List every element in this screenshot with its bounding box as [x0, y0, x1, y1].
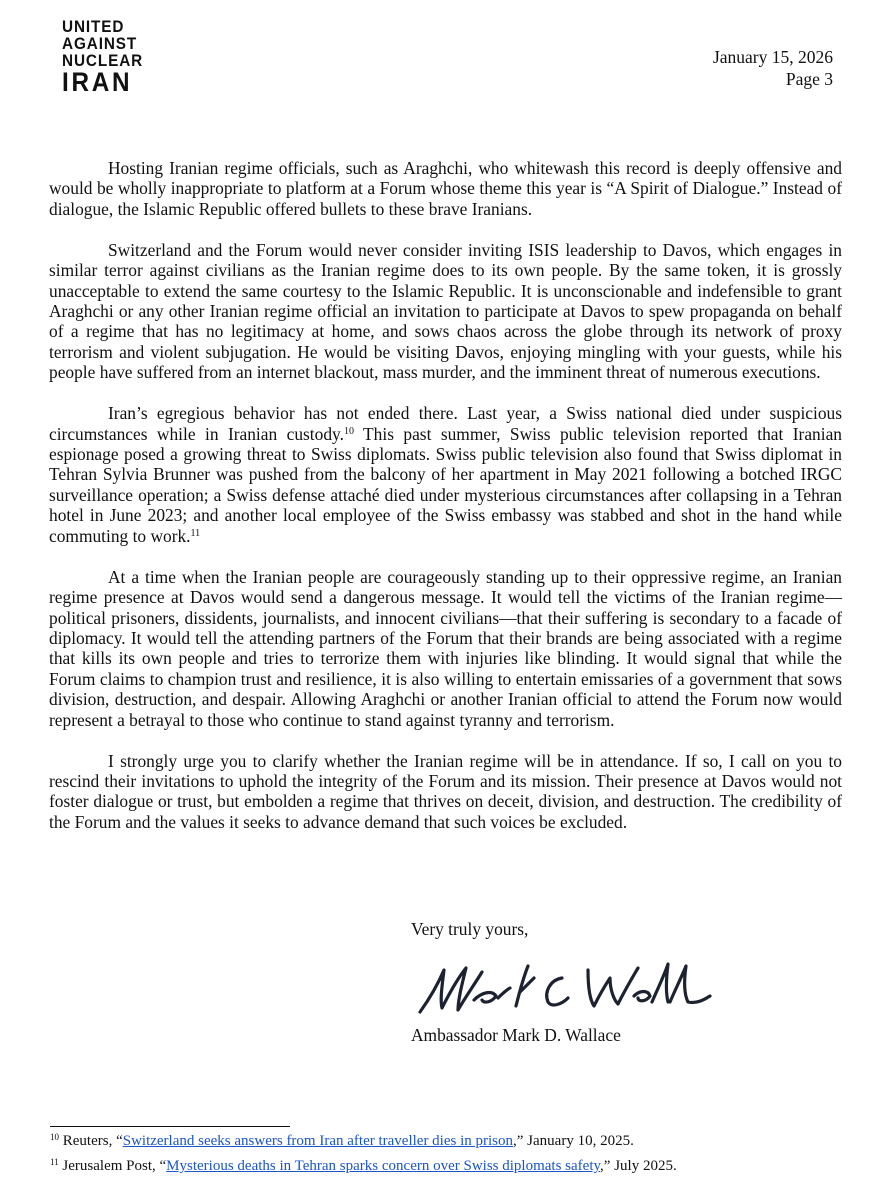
letter-date: January 15, 2026 [712, 47, 833, 67]
page-number: Page 3 [785, 69, 833, 89]
logo-line: AGAINST [62, 34, 138, 53]
footnote-separator [50, 1126, 290, 1127]
footnote [50, 1157, 677, 1175]
paragraph-text: Iran’s egregious behavior has not ended there. Last year, a Swiss national died under suspicious circumstances while in Iranian custody. [49, 403, 842, 444]
footnote-reference[interactable]: 10 [343, 425, 354, 437]
footnote-link[interactable]: Switzerland seeks answers from Iran after traveller dies in prison [122, 1133, 514, 1149]
footnote-link[interactable]: Mysterious deaths in Tehran sparks concern over Swiss diplomats safety [166, 1158, 601, 1174]
footnote-prefix: Reuters, “ [59, 1133, 123, 1149]
footnote-number: 11 [50, 1157, 59, 1167]
footnote-number: 10 [50, 1132, 59, 1142]
body-paragraph: At a time when the Iranian people are courageously standing up to their oppressive regime, an Iranian regime presence at Davos would send a dangerous message. It would tell the victims of the Iranian regime—political prisoners, dissidents, journalists, and innocent civilians—that their suffering is secondary to a facade of diplomacy. It would tell the attending partners of the Forum that their brands are being associated with a regime that kills its own people and tries to terrorize them with injuries like blinding. It would signal that while the Forum claims to champion trust and resilience, it is also willing to entertain emissaries of a government that sows division, destruction, and despair. Allowing Araghchi or another Iranian official to attend the Forum now would represent a betrayal to those who continue to stand against tyranny and terrorism. [49, 566, 842, 730]
body-paragraph: Hosting Iranian regime officials, such as Araghchi, who whitewash this record is deeply offensive and would be wholly inappropriate to platform at a Forum whose theme this year is “A Spirit of Dialogue.” Instead of dialogue, the Islamic Republic offered bullets to these brave Iranians. [49, 158, 842, 219]
closing-salutation: Very truly yours, [411, 919, 529, 939]
footnote-suffix: ,” January 10, 2025. [513, 1133, 634, 1149]
logo-line: UNITED [62, 17, 125, 36]
letter-body [49, 158, 842, 853]
footnote-suffix: ,” July 2025. [600, 1158, 677, 1174]
logo-line: NUCLEAR [62, 51, 144, 70]
footnote-reference[interactable]: 11 [190, 527, 201, 539]
body-paragraph: I strongly urge you to clarify whether the Iranian regime will be in attendance. If so, I call on you to rescind their invitations to uphold the integrity of the Forum and its mission. Their presence at Davos would not foster dialogue or trust, but embolden a regime that thrives on deceit, division, and destruction. The credibility of the Forum and the values it seeks to advance demand that such voices be excluded. [49, 750, 842, 832]
paragraph-text: This past summer, Swiss public television reported that Iranian espionage posed a growing threat to Swiss diplomats. Swiss public television also found that Swiss diplomat in Tehran Sylvia Brunner was pushed from the balcony of her apartment in May 2021 following a botched IRGC surveillance operation; a Swiss defense attaché died under mysterious circumstances after collapsing in a Tehran hotel in June 2023; and another local employee of the Swiss embassy was stabbed and shot in the hand while commuting to work. [49, 423, 842, 546]
footnote-prefix: Jerusalem Post, “ [58, 1158, 167, 1174]
organization-logo [62, 18, 162, 95]
body-paragraph: Switzerland and the Forum would never consider inviting ISIS leadership to Davos, which engages in similar terror against civilians as the Iranian regime does to its own people. By the same token, it is grossly unacceptable to extend the same courtesy to the Islamic Republic. It is unconscionable and indefensible to grant Araghchi or any other Iranian regime official an invitation to participate at Davos to spew propaganda on behalf of a regime that has no legitimacy at home, and sows chaos across the globe through its network of proxy terrorism and violent subjugation. He would be visiting Davos, enjoying mingling with your guests, while his people have suffered from an internet blackout, mass murder, and the imminent threat of numerous executions. [49, 239, 842, 383]
signer-name: Ambassador Mark D. Wallace [411, 1025, 621, 1045]
handwritten-signature [412, 935, 712, 1028]
body-paragraph [49, 403, 842, 546]
signature-lettering: Mark Wallace [412, 935, 502, 952]
letter-header [713, 46, 833, 90]
logo-line: IRAN [62, 67, 133, 97]
footnote [50, 1132, 634, 1150]
